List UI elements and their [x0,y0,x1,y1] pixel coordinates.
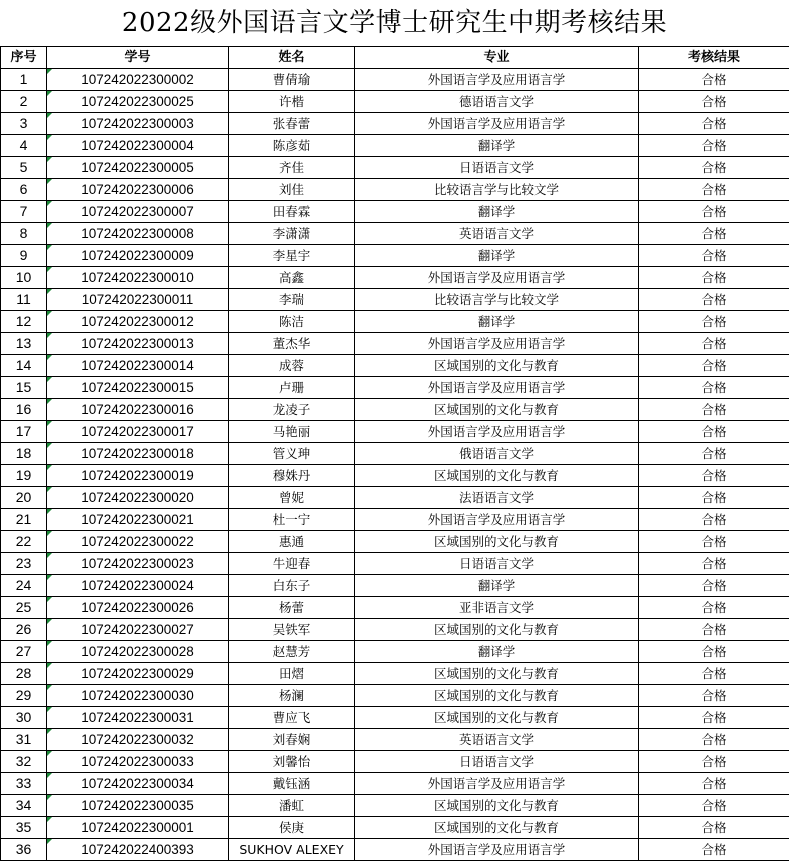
cell-major[interactable]: 外国语言学及应用语言学 [355,839,639,861]
cell-student-id[interactable]: 107242022300009 [47,245,229,267]
cell-index[interactable]: 31 [1,729,47,751]
table-row [1,399,789,421]
cell-student-id[interactable]: 107242022300006 [47,179,229,201]
cell-result[interactable]: 合格 [639,267,789,289]
cell-major[interactable]: 区域国别的文化与教育 [355,531,639,553]
cell-major[interactable]: 外国语言学及应用语言学 [355,421,639,443]
cell-result[interactable]: 合格 [639,113,789,135]
cell-result[interactable]: 合格 [639,839,789,861]
table-row [1,553,789,575]
cell-index[interactable]: 16 [1,399,47,421]
cell-result[interactable]: 合格 [639,333,789,355]
cell-index[interactable]: 23 [1,553,47,575]
cell-name[interactable]: 戴钰涵 [229,773,355,795]
cell-major[interactable]: 翻译学 [355,201,639,223]
table-row [1,421,789,443]
cell-major[interactable]: 法语语言文学 [355,487,639,509]
table-row [1,509,789,531]
table-row [1,289,789,311]
cell-name[interactable]: 刘馨怡 [229,751,355,773]
cell-major[interactable]: 区域国别的文化与教育 [355,465,639,487]
cell-result[interactable]: 合格 [639,575,789,597]
cell-name[interactable]: 许楷 [229,91,355,113]
cell-major[interactable]: 英语语言文学 [355,223,639,245]
cell-student-id[interactable]: 107242022300001 [47,817,229,839]
cell-index[interactable]: 2 [1,91,47,113]
cell-student-id[interactable]: 107242022300026 [47,597,229,619]
cell-name[interactable]: 刘春娴 [229,729,355,751]
cell-index[interactable]: 21 [1,509,47,531]
cell-major[interactable]: 区域国别的文化与教育 [355,795,639,817]
cell-major[interactable]: 日语语言文学 [355,553,639,575]
cell-major[interactable]: 区域国别的文化与教育 [355,619,639,641]
cell-major[interactable]: 日语语言文学 [355,157,639,179]
cell-student-id[interactable]: 107242022300017 [47,421,229,443]
cell-result[interactable]: 合格 [639,289,789,311]
cell-student-id[interactable]: 107242022300015 [47,377,229,399]
cell-index[interactable]: 29 [1,685,47,707]
table-row [1,817,789,839]
cell-student-id[interactable]: 107242022300031 [47,707,229,729]
cell-student-id[interactable]: 107242022300025 [47,91,229,113]
table-row [1,531,789,553]
cell-student-id[interactable]: 107242022300010 [47,267,229,289]
table-row [1,69,789,91]
cell-index[interactable]: 9 [1,245,47,267]
cell-student-id[interactable]: 107242022300011 [47,289,229,311]
cell-index[interactable]: 3 [1,113,47,135]
cell-index[interactable]: 10 [1,267,47,289]
table-row [1,619,789,641]
cell-name[interactable]: 曹倩瑜 [229,69,355,91]
cell-student-id[interactable]: 107242022300005 [47,157,229,179]
table-row [1,487,789,509]
cell-major[interactable]: 比较语言学与比较文学 [355,289,639,311]
cell-major[interactable]: 英语语言文学 [355,729,639,751]
cell-student-id[interactable]: 107242022300032 [47,729,229,751]
cell-index[interactable]: 25 [1,597,47,619]
cell-result[interactable]: 合格 [639,179,789,201]
table-row [1,795,789,817]
cell-result[interactable]: 合格 [639,553,789,575]
cell-name[interactable]: 杨蕾 [229,597,355,619]
table-row [1,245,789,267]
table-row [1,663,789,685]
cell-major[interactable]: 翻译学 [355,245,639,267]
cell-name[interactable]: 白东子 [229,575,355,597]
cell-result[interactable]: 合格 [639,531,789,553]
cell-result[interactable]: 合格 [639,707,789,729]
cell-result[interactable]: 合格 [639,641,789,663]
table-row [1,641,789,663]
cell-major[interactable]: 翻译学 [355,135,639,157]
cell-student-id[interactable]: 107242022300013 [47,333,229,355]
header-name[interactable]: 姓名 [229,47,355,69]
cell-name[interactable]: 李星宇 [229,245,355,267]
cell-index[interactable]: 14 [1,355,47,377]
header-index[interactable]: 序号 [1,47,47,69]
cell-major[interactable]: 区域国别的文化与教育 [355,817,639,839]
cell-result[interactable]: 合格 [639,135,789,157]
cell-name[interactable]: 潘虹 [229,795,355,817]
cell-result[interactable]: 合格 [639,509,789,531]
cell-name[interactable]: 杜一宁 [229,509,355,531]
table-body [1,69,789,861]
cell-index[interactable]: 27 [1,641,47,663]
cell-name[interactable]: 侯庚 [229,817,355,839]
cell-student-id[interactable]: 107242022300003 [47,113,229,135]
cell-result[interactable]: 合格 [639,421,789,443]
cell-index[interactable]: 7 [1,201,47,223]
cell-student-id[interactable]: 107242022300029 [47,663,229,685]
cell-index[interactable]: 5 [1,157,47,179]
cell-result[interactable]: 合格 [639,751,789,773]
cell-result[interactable]: 合格 [639,465,789,487]
cell-major[interactable]: 外国语言学及应用语言学 [355,113,639,135]
table-row [1,91,789,113]
cell-name[interactable]: 赵慧芳 [229,641,355,663]
cell-index[interactable]: 28 [1,663,47,685]
cell-result[interactable]: 合格 [639,443,789,465]
cell-name[interactable]: 张春蕾 [229,113,355,135]
cell-major[interactable]: 区域国别的文化与教育 [355,355,639,377]
cell-name[interactable]: 曾妮 [229,487,355,509]
cell-result[interactable]: 合格 [639,223,789,245]
cell-result[interactable]: 合格 [639,663,789,685]
table-row [1,113,789,135]
cell-name[interactable]: 高鑫 [229,267,355,289]
cell-result[interactable]: 合格 [639,685,789,707]
cell-major[interactable]: 区域国别的文化与教育 [355,685,639,707]
cell-name[interactable]: 李潇潇 [229,223,355,245]
cell-student-id[interactable]: 107242022300024 [47,575,229,597]
cell-student-id[interactable]: 107242022300023 [47,553,229,575]
table-row [1,311,789,333]
cell-name[interactable]: 惠通 [229,531,355,553]
table-row [1,465,789,487]
cell-result[interactable]: 合格 [639,817,789,839]
header-result[interactable]: 考核结果 [639,47,789,69]
cell-result[interactable]: 合格 [639,487,789,509]
cell-student-id[interactable]: 107242022300035 [47,795,229,817]
cell-name[interactable]: 马艳丽 [229,421,355,443]
cell-name[interactable]: 曹应飞 [229,707,355,729]
cell-student-id[interactable]: 107242022300002 [47,69,229,91]
cell-name[interactable]: 李瑞 [229,289,355,311]
cell-result[interactable]: 合格 [639,597,789,619]
cell-result[interactable]: 合格 [639,773,789,795]
cell-student-id[interactable]: 107242022300014 [47,355,229,377]
cell-student-id[interactable]: 107242022300012 [47,311,229,333]
cell-major[interactable]: 德语语言文学 [355,91,639,113]
cell-index[interactable]: 11 [1,289,47,311]
cell-index[interactable]: 20 [1,487,47,509]
cell-index[interactable]: 18 [1,443,47,465]
cell-major[interactable]: 外国语言学及应用语言学 [355,509,639,531]
cell-result[interactable]: 合格 [639,619,789,641]
cell-name[interactable]: 田春霖 [229,201,355,223]
cell-student-id[interactable]: 107242022300018 [47,443,229,465]
cell-major[interactable]: 外国语言学及应用语言学 [355,69,639,91]
cell-index[interactable]: 6 [1,179,47,201]
cell-index[interactable]: 15 [1,377,47,399]
cell-name[interactable]: 牛迎春 [229,553,355,575]
cell-result[interactable]: 合格 [639,91,789,113]
cell-student-id[interactable]: 107242022300019 [47,465,229,487]
cell-index[interactable]: 8 [1,223,47,245]
cell-name[interactable]: 董杰华 [229,333,355,355]
cell-result[interactable]: 合格 [639,377,789,399]
cell-student-id[interactable]: 107242022300030 [47,685,229,707]
table-row [1,223,789,245]
cell-result[interactable]: 合格 [639,201,789,223]
cell-result[interactable]: 合格 [639,311,789,333]
cell-index[interactable]: 33 [1,773,47,795]
cell-result[interactable]: 合格 [639,729,789,751]
cell-student-id[interactable]: 107242022300027 [47,619,229,641]
cell-name[interactable]: SUKHOV ALEXEY [229,839,355,861]
cell-name[interactable]: 管义珅 [229,443,355,465]
cell-result[interactable]: 合格 [639,355,789,377]
table-row [1,355,789,377]
cell-major[interactable]: 比较语言学与比较文学 [355,179,639,201]
table-row [1,377,789,399]
cell-name[interactable]: 成蓉 [229,355,355,377]
cell-name[interactable]: 龙凌子 [229,399,355,421]
cell-major[interactable]: 外国语言学及应用语言学 [355,333,639,355]
cell-student-id[interactable]: 107242022300034 [47,773,229,795]
cell-name[interactable]: 穆姝丹 [229,465,355,487]
cell-name[interactable]: 陈洁 [229,311,355,333]
table-row [1,157,789,179]
cell-name[interactable]: 卢珊 [229,377,355,399]
cell-index[interactable]: 30 [1,707,47,729]
cell-name[interactable]: 陈彦茹 [229,135,355,157]
cell-major[interactable]: 俄语语言文学 [355,443,639,465]
cell-result[interactable]: 合格 [639,399,789,421]
results-table [0,46,789,861]
table-row [1,597,789,619]
cell-student-id[interactable]: 107242022300004 [47,135,229,157]
cell-index[interactable]: 17 [1,421,47,443]
cell-major[interactable]: 日语语言文学 [355,751,639,773]
table-row [1,179,789,201]
cell-result[interactable]: 合格 [639,245,789,267]
header-major[interactable]: 专业 [355,47,639,69]
table-row [1,201,789,223]
table-row [1,751,789,773]
page-title: 2022级外国语言文学博士研究生中期考核结果 [121,8,668,38]
cell-index[interactable]: 36 [1,839,47,861]
table-row [1,773,789,795]
cell-result[interactable]: 合格 [639,157,789,179]
cell-major[interactable]: 亚非语言文学 [355,597,639,619]
table-row [1,443,789,465]
cell-name[interactable]: 齐佳 [229,157,355,179]
table-row [1,333,789,355]
header-student-id[interactable]: 学号 [47,47,229,69]
cell-student-id[interactable]: 107242022300008 [47,223,229,245]
cell-student-id[interactable]: 107242022300028 [47,641,229,663]
cell-name[interactable]: 吴铁军 [229,619,355,641]
cell-major[interactable]: 翻译学 [355,311,639,333]
table-row [1,839,789,861]
cell-major[interactable]: 外国语言学及应用语言学 [355,377,639,399]
table-row [1,575,789,597]
cell-major[interactable]: 区域国别的文化与教育 [355,399,639,421]
table-row [1,135,789,157]
table-row [1,685,789,707]
cell-index[interactable]: 19 [1,465,47,487]
cell-major[interactable]: 区域国别的文化与教育 [355,707,639,729]
cell-index[interactable]: 26 [1,619,47,641]
cell-name[interactable]: 田熠 [229,663,355,685]
cell-student-id[interactable]: 107242022300020 [47,487,229,509]
cell-index[interactable]: 35 [1,817,47,839]
cell-major[interactable]: 区域国别的文化与教育 [355,663,639,685]
cell-name[interactable]: 刘佳 [229,179,355,201]
header-row [1,47,789,69]
cell-result[interactable]: 合格 [639,69,789,91]
table-row [1,267,789,289]
cell-major[interactable]: 外国语言学及应用语言学 [355,267,639,289]
cell-major[interactable]: 外国语言学及应用语言学 [355,773,639,795]
cell-student-id[interactable]: 107242022300021 [47,509,229,531]
cell-result[interactable]: 合格 [639,795,789,817]
cell-student-id[interactable]: 107242022400393 [47,839,229,861]
cell-index[interactable]: 1 [1,69,47,91]
cell-index[interactable]: 4 [1,135,47,157]
table-row [1,707,789,729]
cell-index[interactable]: 32 [1,751,47,773]
cell-index[interactable]: 24 [1,575,47,597]
cell-name[interactable]: 杨澜 [229,685,355,707]
cell-student-id[interactable]: 107242022300016 [47,399,229,421]
cell-index[interactable]: 22 [1,531,47,553]
cell-student-id[interactable]: 107242022300007 [47,201,229,223]
table-row [1,729,789,751]
cell-student-id[interactable]: 107242022300033 [47,751,229,773]
cell-index[interactable]: 13 [1,333,47,355]
cell-student-id[interactable]: 107242022300022 [47,531,229,553]
cell-index[interactable]: 34 [1,795,47,817]
cell-major[interactable]: 翻译学 [355,575,639,597]
cell-major[interactable]: 翻译学 [355,641,639,663]
cell-index[interactable]: 12 [1,311,47,333]
